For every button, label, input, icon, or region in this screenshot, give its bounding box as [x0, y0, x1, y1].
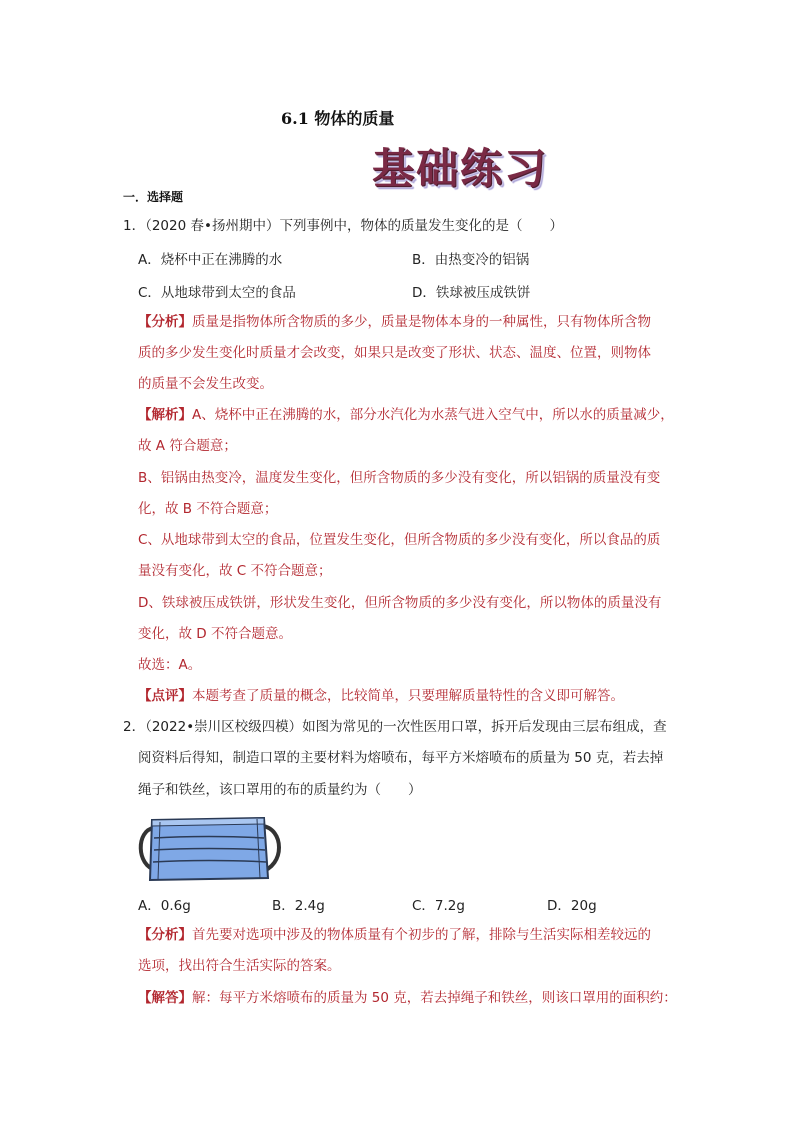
q2-stem-line-1: 2．（2022•崇川区校级四模）如图为常见的一次性医用口罩，拆开后发现由三层布组成，查	[123, 719, 667, 735]
q1-analysis-line-2: 质的多少发生变化时质量才会改变，如果只是改变了形状、状态、温度、位置，则物体	[138, 345, 651, 361]
q1-comment-text: 本题考查了质量的概念，比较简单，只要理解质量特性的含义即可解答。	[192, 688, 624, 704]
q2-analysis-text-1: 首先要对选项中涉及的物体质量有个初步的了解，排除与生活实际相差较远的	[192, 927, 651, 943]
q2-option-c: C．7.2g	[412, 898, 465, 914]
q2-analysis-line-1	[138, 925, 651, 945]
q2-stem-line-2: 阅资料后得知，制造口罩的主要材料为熔喷布，每平方米熔喷布的质量为 50 克，若去掉	[138, 750, 664, 766]
q2-option-d: D．20g	[547, 898, 597, 914]
q2-stem-line-3: 绳子和铁丝，该口罩用的布的质量约为（ ）	[138, 782, 422, 798]
banner-heading: 基础练习	[372, 144, 549, 193]
q1-solution-tag: 【解析】	[138, 407, 192, 423]
q1-solution-line-1	[138, 405, 674, 425]
surgical-mask-image	[136, 808, 282, 892]
q1-stem: 1．（2020 春•扬州期中）下列事例中，物体的质量发生变化的是（ ）	[123, 218, 563, 234]
q1-option-c: C．从地球带到太空的食品	[138, 285, 296, 301]
q2-option-b: B．2.4g	[272, 898, 325, 914]
q1-option-a: A．烧杯中正在沸腾的水	[138, 252, 283, 268]
q2-analysis-tag: 【分析】	[138, 927, 192, 943]
q1-comment-line	[138, 686, 624, 706]
q1-solution-line-7: D、铁球被压成铁饼，形状发生变化，但所含物质的多少没有变化，所以物体的质量没有	[138, 595, 662, 611]
q1-solution-line-3: B、铝锅由热变冷，温度发生变化，但所含物质的多少没有变化，所以铝锅的质量没有变	[138, 470, 661, 486]
q1-solution-text-1: A、烧杯中正在沸腾的水，部分水汽化为水蒸气进入空气中，所以水的质量减少，	[192, 407, 674, 423]
section-heading: 一．选择题	[123, 190, 184, 204]
q1-analysis-tag: 【分析】	[138, 314, 192, 330]
q1-solution-line-2: 故 A 符合题意；	[138, 438, 237, 454]
q2-answer-line-1	[138, 988, 677, 1008]
q1-analysis-text-1: 质量是指物体所含物质的多少，质量是物体本身的一种属性，只有物体所含物	[192, 314, 651, 330]
q1-solution-line-4: 化，故 B 不符合题意；	[138, 501, 278, 517]
q1-comment-tag: 【点评】	[138, 688, 192, 704]
q2-answer-text-1: 解：每平方米熔喷布的质量为 50 克，若去掉绳子和铁丝，则该口罩用的面积约：	[192, 990, 677, 1006]
q2-analysis-line-2: 选项，找出符合生活实际的答案。	[138, 958, 341, 974]
q1-analysis-line-3: 的质量不会发生改变。	[138, 376, 273, 392]
q1-option-d: D．铁球被压成铁饼	[412, 285, 531, 301]
q1-solution-line-8: 变化，故 D 不符合题意。	[138, 626, 292, 642]
q2-option-a: A．0.6g	[138, 898, 191, 914]
q1-option-b: B．由热变冷的铝锅	[412, 252, 530, 268]
page-title: 6.1 物体的质量	[281, 109, 395, 128]
q2-answer-tag: 【解答】	[138, 990, 192, 1006]
q1-analysis-line-1	[138, 312, 651, 332]
q1-solution-line-5: C、从地球带到太空的食品，位置发生变化，但所含物质的多少没有变化，所以食品的质	[138, 532, 661, 548]
q1-choice: 故选：A。	[138, 657, 202, 673]
q1-solution-line-6: 量没有变化，故 C 不符合题意；	[138, 563, 332, 579]
